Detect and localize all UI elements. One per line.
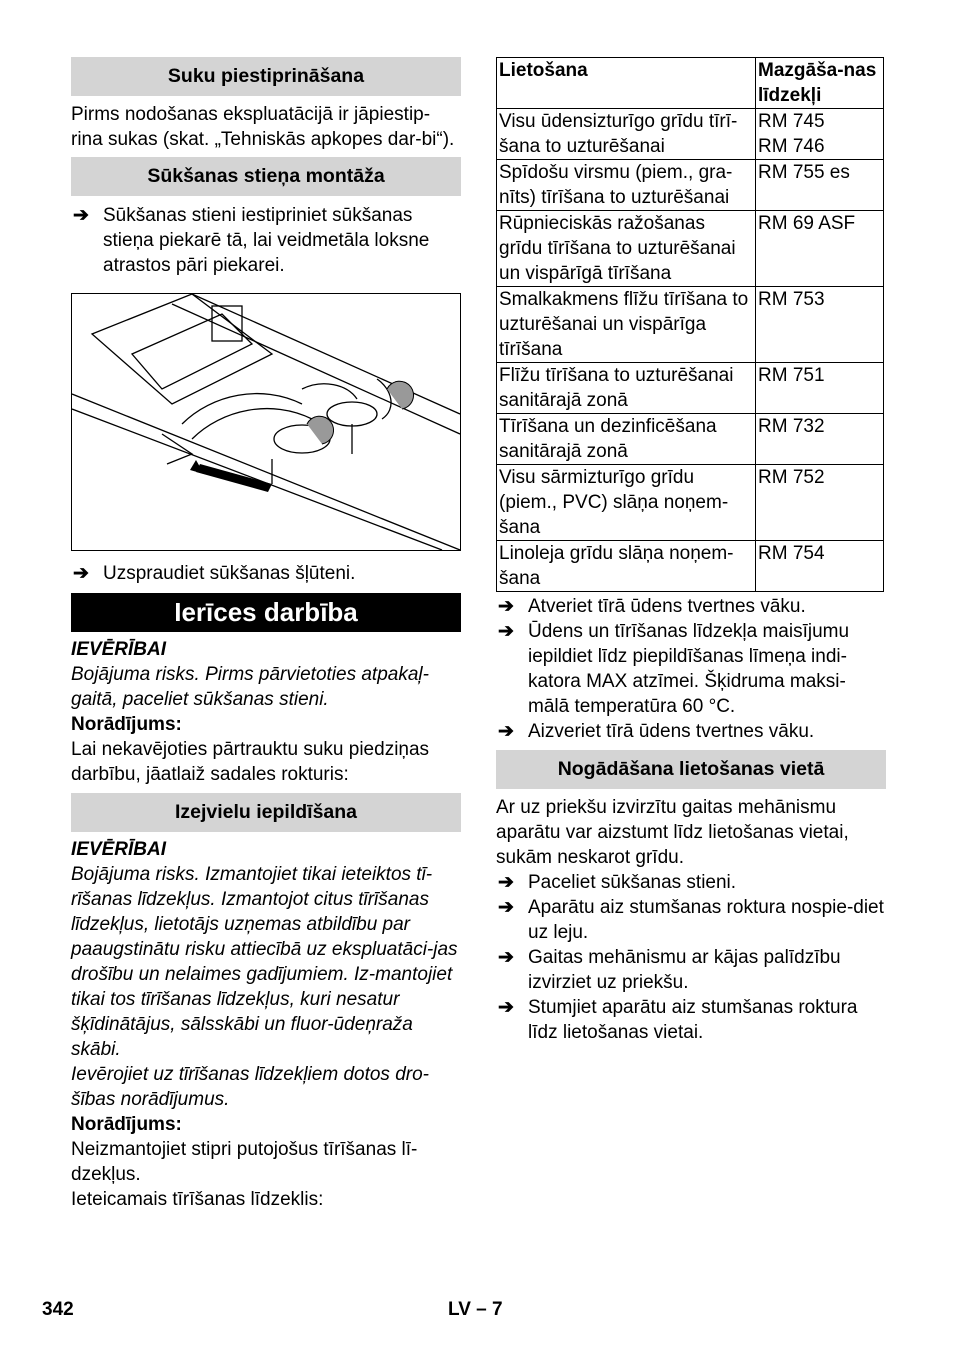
table-header-cell: Lietošana — [497, 58, 756, 109]
bullet-item — [496, 619, 886, 719]
language-page-label: LV – 7 — [448, 1299, 503, 1320]
heading-squeegee-mounting: Sūkšanas stieņa montāža — [71, 157, 461, 196]
table-row — [497, 109, 884, 160]
squeegee-illustration — [71, 293, 461, 551]
arrow-icon: ➔ — [498, 721, 514, 742]
table-row — [497, 363, 884, 414]
warning-label: IEVĒRĪBAI — [71, 639, 167, 660]
arrow-icon: ➔ — [73, 563, 89, 584]
heading-operation: Ierīces darbība — [71, 593, 461, 632]
table-cell: Tīrīšana un dezinficēšana sanitārajā zonā — [497, 414, 756, 465]
right-column — [496, 57, 886, 1045]
table-cell: RM 751 — [756, 363, 884, 414]
bullet-item — [496, 719, 886, 744]
table-cell: Visu ūdensizturīgo grīdu tīrī-šana to uzturēšanai — [497, 109, 756, 160]
bullet-text: Aizveriet tīrā ūdens tvertnes vāku. — [528, 721, 815, 742]
bullet-text: Atveriet tīrā ūdens tvertnes vāku. — [528, 596, 806, 617]
bullet-text: Aparātu aiz stumšanas roktura nospie-diet uz leju. — [528, 897, 884, 943]
table-cell: Smalkakmens flīžu tīrīšana to uzturēšanai un vispārīga tīrīšana — [497, 287, 756, 363]
table-cell: Spīdošu virsmu (piem., gra-nīts) tīrīšana to uzturēšanai — [497, 160, 756, 211]
arrow-icon: ➔ — [73, 205, 89, 226]
arrow-icon: ➔ — [498, 897, 514, 918]
warning-text: Bojājuma risks. Izmantojiet tikai ieteiktos tī-rīšanas līdzekļus. Izmantojot citus tīrīšanas līdzekļus, lietotājs uzņemas atbildību par paaugstinātu risku attiecībā uz ekspluatāci-jas drošību un nelaimes gadījumiem. Iz-mantojiet tikai tos tīrīšanas līdzekļus, kuri nesatur šķīdinātājus, sālsskābi un fluor-ūdeņraža skābi. — [71, 864, 458, 1060]
table-cell: Visu sārmizturīgo grīdu (piem., PVC) slāņa noņem-šana — [497, 465, 756, 541]
arrow-icon: ➔ — [498, 997, 514, 1018]
arrow-icon: ➔ — [498, 596, 514, 617]
table-cell: RM 69 ASF — [756, 211, 884, 287]
table-header-cell: Mazgāša-nas līdzekļi — [756, 58, 884, 109]
table-cell: RM 753 — [756, 287, 884, 363]
note-label: Norādījums: — [71, 714, 182, 735]
heading-filling: Izejvielu iepildīšana — [71, 793, 461, 832]
arrow-icon: ➔ — [498, 872, 514, 893]
bullet-item — [71, 203, 461, 278]
paragraph-transport: Ar uz priekšu izvirzītu gaitas mehānismu aparātu var aizstumt līdz lietošanas vietai, sukām neskarot grīdu. — [496, 797, 849, 868]
arrow-icon: ➔ — [498, 947, 514, 968]
bullet-text: Stumjiet aparātu aiz stumšanas roktura līdz lietošanas vietai. — [528, 997, 858, 1043]
table-row — [497, 541, 884, 592]
bullet-item — [496, 870, 886, 895]
squeegee-drawing — [72, 294, 460, 550]
table-cell: RM 732 — [756, 414, 884, 465]
left-column — [71, 57, 461, 1212]
warning-text: Bojājuma risks. Pirms pārvietoties atpakaļ-gaitā, paceliet sūkšanas stieni. — [71, 664, 429, 710]
bullet-text: Uzspraudiet sūkšanas šļūteni. — [103, 563, 356, 584]
bullet-item — [496, 895, 886, 945]
bullet-item — [71, 561, 461, 586]
table-row — [497, 160, 884, 211]
bullet-text: Ūdens un tīrīšanas līdzekļa maisījumu iepildiet līdz piepildīšanas līmeņa indi-katora MAX atzīmei. Šķidruma maksi-mālā temperatūra 60 °C. — [528, 621, 850, 717]
table-row — [497, 465, 884, 541]
table-row — [497, 287, 884, 363]
table-cell: RM 752 — [756, 465, 884, 541]
table-cell: RM 755 es — [756, 160, 884, 211]
bullet-text: Gaitas mehānismu ar kājas palīdzību izvirziet uz priekšu. — [528, 947, 841, 993]
table-cell: Rūpnieciskās ražošanas grīdu tīrīšana to uzturēšanai un vispārīgā tīrīšana — [497, 211, 756, 287]
page-number: 342 — [42, 1299, 74, 1320]
arrow-icon: ➔ — [498, 621, 514, 642]
heading-brush-mounting: Suku piestiprināšana — [71, 57, 461, 96]
note-text: Lai nekavējoties pārtrauktu suku piedziņas darbību, jāatlaiž sadales rokturis: — [71, 739, 430, 785]
table-cell: RM 754 — [756, 541, 884, 592]
table-header-row — [497, 58, 884, 109]
table-cell: Flīžu tīrīšana to uzturēšanai sanitārajā zonā — [497, 363, 756, 414]
warning-label: IEVĒRĪBAI — [71, 839, 167, 860]
note-label: Norādījums: — [71, 1114, 182, 1135]
table-row — [497, 414, 884, 465]
bullet-text: Paceliet sūkšanas stieni. — [528, 872, 737, 893]
note-text: Neizmantojiet stipri putojošus tīrīšanas lī-dzekļus. — [71, 1139, 418, 1185]
bullet-item — [496, 594, 886, 619]
bullet-item — [496, 945, 886, 995]
warning-text: Ievērojiet uz tīrīšanas līdzekļiem dotos dro-šības norādījumus. — [71, 1064, 429, 1110]
paragraph-brush-mounting: Pirms nodošanas ekspluatācijā ir jāpiestip-rina sukas (skat. „Tehniskās apkopes dar-bi“). — [71, 104, 455, 150]
recommended-detergent-text: Ieteicamais tīrīšanas līdzeklis: — [71, 1189, 324, 1210]
heading-transport: Nogādāšana lietošanas vietā — [496, 750, 886, 789]
detergent-table — [496, 57, 884, 592]
bullet-text: Sūkšanas stieni iestipriniet sūkšanas stieņa piekarē tā, lai veidmetāla loksne atrastos pāri piekarei. — [103, 205, 430, 276]
table-cell: Linoleja grīdu slāņa noņem-šana — [497, 541, 756, 592]
table-cell: RM 745 RM 746 — [756, 109, 884, 160]
table-row — [497, 211, 884, 287]
bullet-item — [496, 995, 886, 1045]
